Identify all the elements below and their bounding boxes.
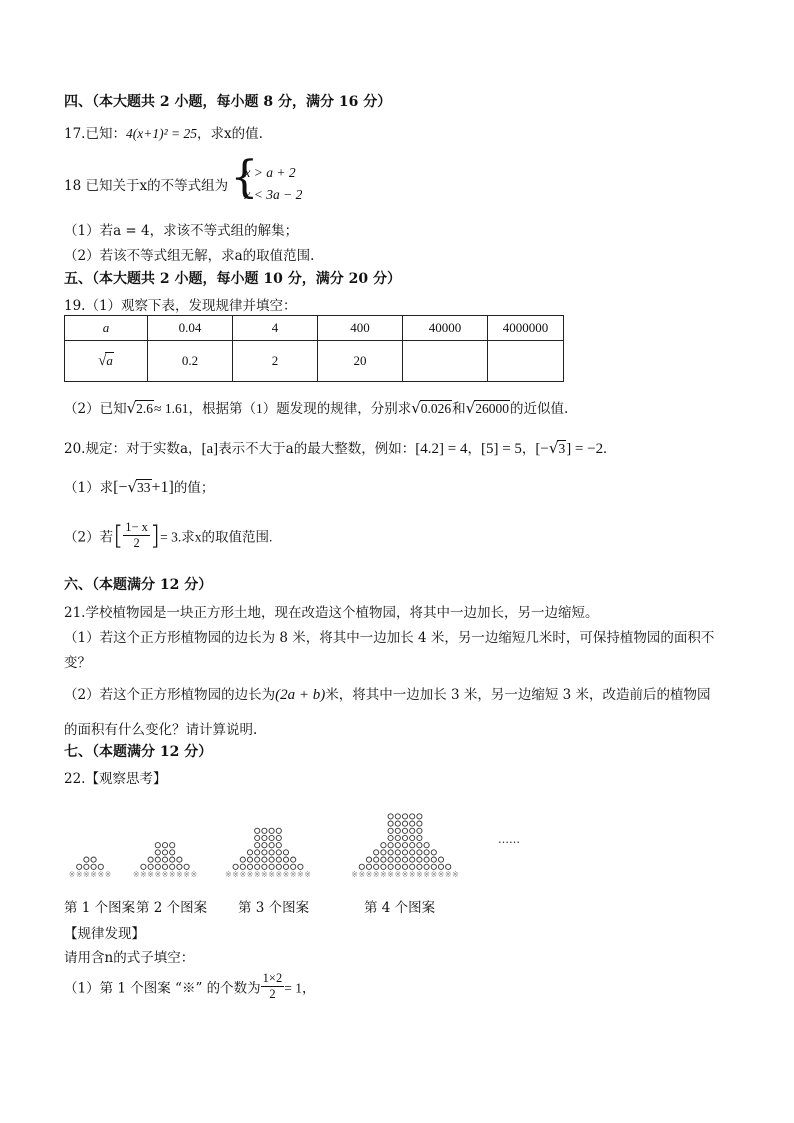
rule-sub1-text: （1）第 1 个图案 “※” 的个数为 xyxy=(64,980,261,997)
circle-mark xyxy=(170,850,175,855)
caption-1: 第 1 个图案 xyxy=(64,900,136,916)
star-mark: ※ xyxy=(423,870,430,879)
circle-mark xyxy=(162,864,167,869)
q21-sub2-text: 米，将其中一边加长 3 米，另一边缩短 3 米，改造前后的植物园 xyxy=(325,687,711,703)
circle-mark xyxy=(162,850,167,855)
circle-mark xyxy=(148,864,153,869)
circle-mark xyxy=(276,843,281,848)
circle-mark xyxy=(276,864,281,869)
circle-mark xyxy=(381,843,386,848)
circle-mark xyxy=(255,864,260,869)
star-mark: ※ xyxy=(132,870,140,879)
star-mark: ※ xyxy=(68,870,76,879)
radicand: 3 xyxy=(558,441,566,456)
circle-mark xyxy=(262,843,267,848)
circle-mark xyxy=(155,857,160,862)
circle-mark xyxy=(410,814,415,819)
circle-mark xyxy=(410,828,415,833)
circle-mark xyxy=(402,814,407,819)
circle-mark xyxy=(148,857,153,862)
radicand: 0.026 xyxy=(420,401,452,416)
sqrt-icon: √ xyxy=(127,478,138,496)
q21-sub2-line2: 的面积有什么变化？请计算说明. xyxy=(64,722,258,738)
table-cell: 4000000 xyxy=(488,316,564,341)
rule-title: 【规律发现】 xyxy=(64,926,145,942)
q20-text: 表示不大于a的最大整数，例如： xyxy=(218,441,416,457)
star-mark: ※ xyxy=(261,870,268,879)
circle-mark xyxy=(262,828,267,833)
table-cell: 4 xyxy=(233,316,318,341)
circle-mark xyxy=(424,857,429,862)
fraction-numerator: 1×2 xyxy=(262,971,283,985)
circle-mark xyxy=(395,857,400,862)
circle-mark xyxy=(262,864,267,869)
star-mark: ※ xyxy=(365,870,373,879)
star-mark: ※ xyxy=(304,870,311,879)
circle-mark xyxy=(262,850,267,855)
table-cell: 400 xyxy=(318,316,403,341)
star-mark: ※ xyxy=(430,870,438,879)
circle-mark xyxy=(402,864,407,869)
circle-mark xyxy=(177,857,182,862)
circle-mark xyxy=(240,864,245,869)
circle-mark xyxy=(374,850,379,855)
circle-mark xyxy=(162,843,167,848)
circle-mark xyxy=(395,835,400,840)
circle-mark xyxy=(417,821,422,826)
circle-mark xyxy=(388,835,393,840)
circle-mark xyxy=(424,850,429,855)
circle-mark xyxy=(388,828,393,833)
q20-text: 20.规定：对于实数a， xyxy=(64,441,202,457)
circle-mark xyxy=(381,857,386,862)
circle-mark xyxy=(98,864,103,869)
sqrt-icon: √ xyxy=(465,399,476,417)
star-mark: ※ xyxy=(140,870,147,879)
q20-example-3-end: ] = −2. xyxy=(566,441,607,457)
circle-mark xyxy=(410,857,415,862)
circle-mark xyxy=(402,850,407,855)
circle-mark xyxy=(388,814,393,819)
circle-mark xyxy=(162,857,167,862)
circle-mark xyxy=(276,857,281,862)
bracket-right-icon: ] xyxy=(149,520,161,551)
inequality-line-2: x < 3a − 2 xyxy=(244,187,303,202)
star-mark: ※ xyxy=(394,870,402,879)
q18-sub2: （2）若该不等式组无解，求a的取值范围. xyxy=(64,248,315,264)
circle-mark xyxy=(388,864,393,869)
q18-sub1: （1）若a = 4，求该不等式组的解集； xyxy=(64,223,299,239)
circle-mark xyxy=(262,835,267,840)
ellipsis: …… xyxy=(498,833,520,846)
circle-mark xyxy=(388,857,393,862)
q20-sub1-text: 的值； xyxy=(173,480,215,496)
q19-sub2-text: （2）已知 xyxy=(64,401,127,417)
q20-example-3: [− xyxy=(535,441,549,457)
q20-sub1-bracket-close: +1] xyxy=(151,479,174,496)
circle-mark xyxy=(366,857,371,862)
circle-mark xyxy=(402,835,407,840)
circle-mark xyxy=(255,843,260,848)
circle-mark xyxy=(84,864,89,869)
fraction-denominator: 2 xyxy=(133,536,140,550)
sqrt-icon: √ xyxy=(126,399,137,417)
circle-mark xyxy=(388,821,393,826)
circle-mark xyxy=(255,857,260,862)
circle-mark xyxy=(283,864,288,869)
star-mark: ※ xyxy=(75,870,83,879)
circle-mark xyxy=(417,814,422,819)
star-mark: ※ xyxy=(282,870,290,879)
circle-mark xyxy=(402,843,407,848)
section-6-heading: 六、（本题满分 12 分） xyxy=(64,577,213,593)
circle-mark xyxy=(233,864,238,869)
circle-mark xyxy=(446,864,451,869)
caption-4: 第 4 个图案 xyxy=(364,900,436,916)
table-cell: 0.04 xyxy=(148,316,233,341)
table-cell: a xyxy=(65,316,148,341)
brace-icon: { xyxy=(230,152,259,203)
circle-mark xyxy=(262,857,267,862)
star-mark: ※ xyxy=(161,870,169,879)
circle-mark xyxy=(184,864,189,869)
circle-mark xyxy=(170,864,175,869)
circle-mark xyxy=(395,843,400,848)
circle-mark xyxy=(410,864,415,869)
circle-mark xyxy=(417,828,422,833)
circle-mark xyxy=(240,857,245,862)
section-5-heading: 五、（本大题共 2 小题，每小题 10 分，满分 20 分） xyxy=(64,271,401,287)
sqrt-icon: √ xyxy=(411,399,421,417)
circle-mark xyxy=(269,857,274,862)
star-mark: ※ xyxy=(176,870,183,879)
circle-mark xyxy=(374,864,379,869)
q20-sub2-text: （2）若 xyxy=(64,529,114,546)
circle-mark xyxy=(402,821,407,826)
circle-mark xyxy=(170,843,175,848)
circle-mark xyxy=(255,828,260,833)
rule-intro: 请用含n的式子填空： xyxy=(64,950,195,966)
star-mark: ※ xyxy=(97,870,105,879)
sqrt-icon: √ xyxy=(548,439,559,457)
q19-sub2-text: 和 xyxy=(452,401,466,417)
circle-mark xyxy=(247,864,252,869)
star-mark: ※ xyxy=(275,870,283,879)
bracket-left-icon: [ xyxy=(113,520,124,551)
circle-mark xyxy=(291,864,296,869)
circle-mark xyxy=(170,857,175,862)
star-mark: ※ xyxy=(358,870,366,879)
radicand: 2.6 xyxy=(136,401,154,416)
star-mark: ※ xyxy=(147,870,154,879)
star-mark: ※ xyxy=(104,870,112,879)
caption-2: 第 2 个图案 xyxy=(136,900,208,916)
star-mark: ※ xyxy=(452,870,459,879)
star-mark: ※ xyxy=(437,870,445,879)
circle-mark xyxy=(276,828,281,833)
fraction xyxy=(261,971,285,1002)
q19-sub2-text: ≈ 1.61，根据第（1）题发现的规律，分别求 xyxy=(154,401,412,416)
star-mark: ※ xyxy=(444,870,452,879)
circle-mark xyxy=(417,864,422,869)
rule-sub1-text: = 1， xyxy=(284,980,316,996)
radicand: 33 xyxy=(137,480,151,495)
q17-suffix: ，求x的值. xyxy=(197,126,263,142)
circle-mark xyxy=(374,857,379,862)
circle-mark xyxy=(155,843,160,848)
table-cell: 40000 xyxy=(403,316,488,341)
circle-mark xyxy=(424,843,429,848)
inequality-line-1: x > a + 2 xyxy=(244,165,296,180)
q21-intro: 21.学校植物园是一块正方形土地，现在改造这个植物园，将其中一边加长，另一边缩短。 xyxy=(64,605,599,621)
q17-expression: 4(x+1)² = 25 xyxy=(125,126,197,141)
q19-intro: 19.（1）观察下表，发现规律并填空： xyxy=(64,298,297,314)
circle-mark xyxy=(438,864,443,869)
circle-mark xyxy=(269,864,274,869)
circle-mark xyxy=(84,857,89,862)
circle-mark xyxy=(155,864,160,869)
fraction-numerator: 1− x xyxy=(125,520,148,534)
circle-mark xyxy=(283,850,288,855)
circle-mark xyxy=(410,821,415,826)
circle-mark xyxy=(438,857,443,862)
star-mark: ※ xyxy=(83,870,90,879)
section-4-heading: 四、（本大题共 2 小题，每小题 8 分，满分 16 分） xyxy=(64,94,392,110)
circle-mark xyxy=(298,864,303,869)
circle-mark xyxy=(77,864,82,869)
q20-example-2: [5] = 5 xyxy=(480,441,522,457)
q21-sub1-line2: 变？ xyxy=(64,655,91,671)
star-mark: ※ xyxy=(372,870,380,879)
circle-mark xyxy=(402,828,407,833)
circle-mark xyxy=(269,828,274,833)
star-mark: ※ xyxy=(232,870,239,879)
star-mark: ※ xyxy=(289,870,297,879)
circle-mark xyxy=(395,821,400,826)
circle-mark xyxy=(276,850,281,855)
circle-mark xyxy=(424,864,429,869)
star-mark: ※ xyxy=(239,870,247,879)
circle-mark xyxy=(395,814,400,819)
circle-mark xyxy=(388,850,393,855)
q17-prefix: 17.已知： xyxy=(64,126,126,142)
q21-expression: (2a + b) xyxy=(275,687,326,703)
circle-mark xyxy=(247,857,252,862)
circle-mark xyxy=(91,857,96,862)
circle-mark xyxy=(431,864,436,869)
circle-mark xyxy=(91,864,96,869)
circle-mark xyxy=(388,843,393,848)
q18-prefix: 18 已知关于x的不等式组为 xyxy=(64,178,229,194)
circle-mark xyxy=(395,828,400,833)
circle-mark xyxy=(255,850,260,855)
circle-mark xyxy=(269,835,274,840)
circle-mark xyxy=(291,857,296,862)
circle-mark xyxy=(417,857,422,862)
q21-sub2-text: （2）若这个正方形植物园的边长为 xyxy=(64,687,276,703)
star-mark: ※ xyxy=(268,870,275,879)
star-mark: ※ xyxy=(90,870,97,879)
circle-mark xyxy=(155,850,160,855)
question-20: 20.规定：对于实数a，[a]表示不大于a的最大整数，例如：[4.2] = 4，[5] = 5，[−√3] = −2. xyxy=(64,439,607,457)
table-cell: 2 xyxy=(233,341,318,382)
circle-mark xyxy=(283,857,288,862)
q20-bracket-a: [a] xyxy=(201,441,219,457)
star-mark: ※ xyxy=(416,870,423,879)
circle-mark xyxy=(402,857,407,862)
star-mark: ※ xyxy=(190,870,198,879)
star-mark: ※ xyxy=(225,870,232,879)
star-mark: ※ xyxy=(387,870,394,879)
circle-mark xyxy=(417,835,422,840)
q20-sub2-text: = 3.求x的取值范围. xyxy=(160,529,273,545)
circle-mark xyxy=(269,850,274,855)
star-mark: ※ xyxy=(154,870,162,879)
circle-mark xyxy=(366,864,371,869)
q20-sub1-bracket-open: [− xyxy=(113,479,128,496)
q21-sub1-line1: （1）若这个正方形植物园的边长为 8 米，将其中一边加长 4 米，另一边缩短几米时，可保持植物园的面积不 xyxy=(64,630,715,646)
star-mark: ※ xyxy=(183,870,190,879)
circle-mark xyxy=(410,843,415,848)
q22-title: 22.【观察思考】 xyxy=(64,771,167,787)
radicand: 26000 xyxy=(475,401,509,416)
circle-mark xyxy=(276,835,281,840)
circle-mark xyxy=(359,864,364,869)
table-cell: 0.2 xyxy=(148,341,233,382)
star-mark: ※ xyxy=(253,870,261,879)
star-mark: ※ xyxy=(408,870,416,879)
circle-mark xyxy=(410,835,415,840)
circle-mark xyxy=(141,864,146,869)
circle-mark xyxy=(381,864,386,869)
star-mark: ※ xyxy=(168,870,176,879)
sqrt-radicand: a xyxy=(106,353,113,368)
circle-mark xyxy=(417,850,422,855)
section-7-heading: 七、（本题满分 12 分） xyxy=(64,744,213,760)
circle-mark xyxy=(177,864,182,869)
circle-mark xyxy=(431,850,436,855)
star-mark: ※ xyxy=(246,870,254,879)
circle-mark xyxy=(255,835,260,840)
circle-mark xyxy=(247,850,252,855)
circle-mark xyxy=(395,850,400,855)
star-mark: ※ xyxy=(401,870,409,879)
caption-3: 第 3 个图案 xyxy=(238,900,310,916)
q20-sub1-text: （1）求 xyxy=(64,480,114,496)
circle-mark xyxy=(410,850,415,855)
circle-mark xyxy=(269,843,274,848)
circle-mark xyxy=(431,857,436,862)
q20-example-1: [4.2] = 4 xyxy=(415,441,468,457)
sqrt-icon: √ xyxy=(98,353,107,369)
star-mark: ※ xyxy=(380,870,387,879)
star-mark: ※ xyxy=(297,870,304,879)
circle-mark xyxy=(381,850,386,855)
fraction-denominator: 2 xyxy=(269,987,276,1001)
table-cell: 20 xyxy=(318,341,403,382)
rule-sub1 xyxy=(64,971,315,1002)
circle-mark xyxy=(395,864,400,869)
circle-mark xyxy=(417,843,422,848)
star-mark: ※ xyxy=(351,870,358,879)
q19-sub2-text: 的近似值. xyxy=(509,401,569,417)
